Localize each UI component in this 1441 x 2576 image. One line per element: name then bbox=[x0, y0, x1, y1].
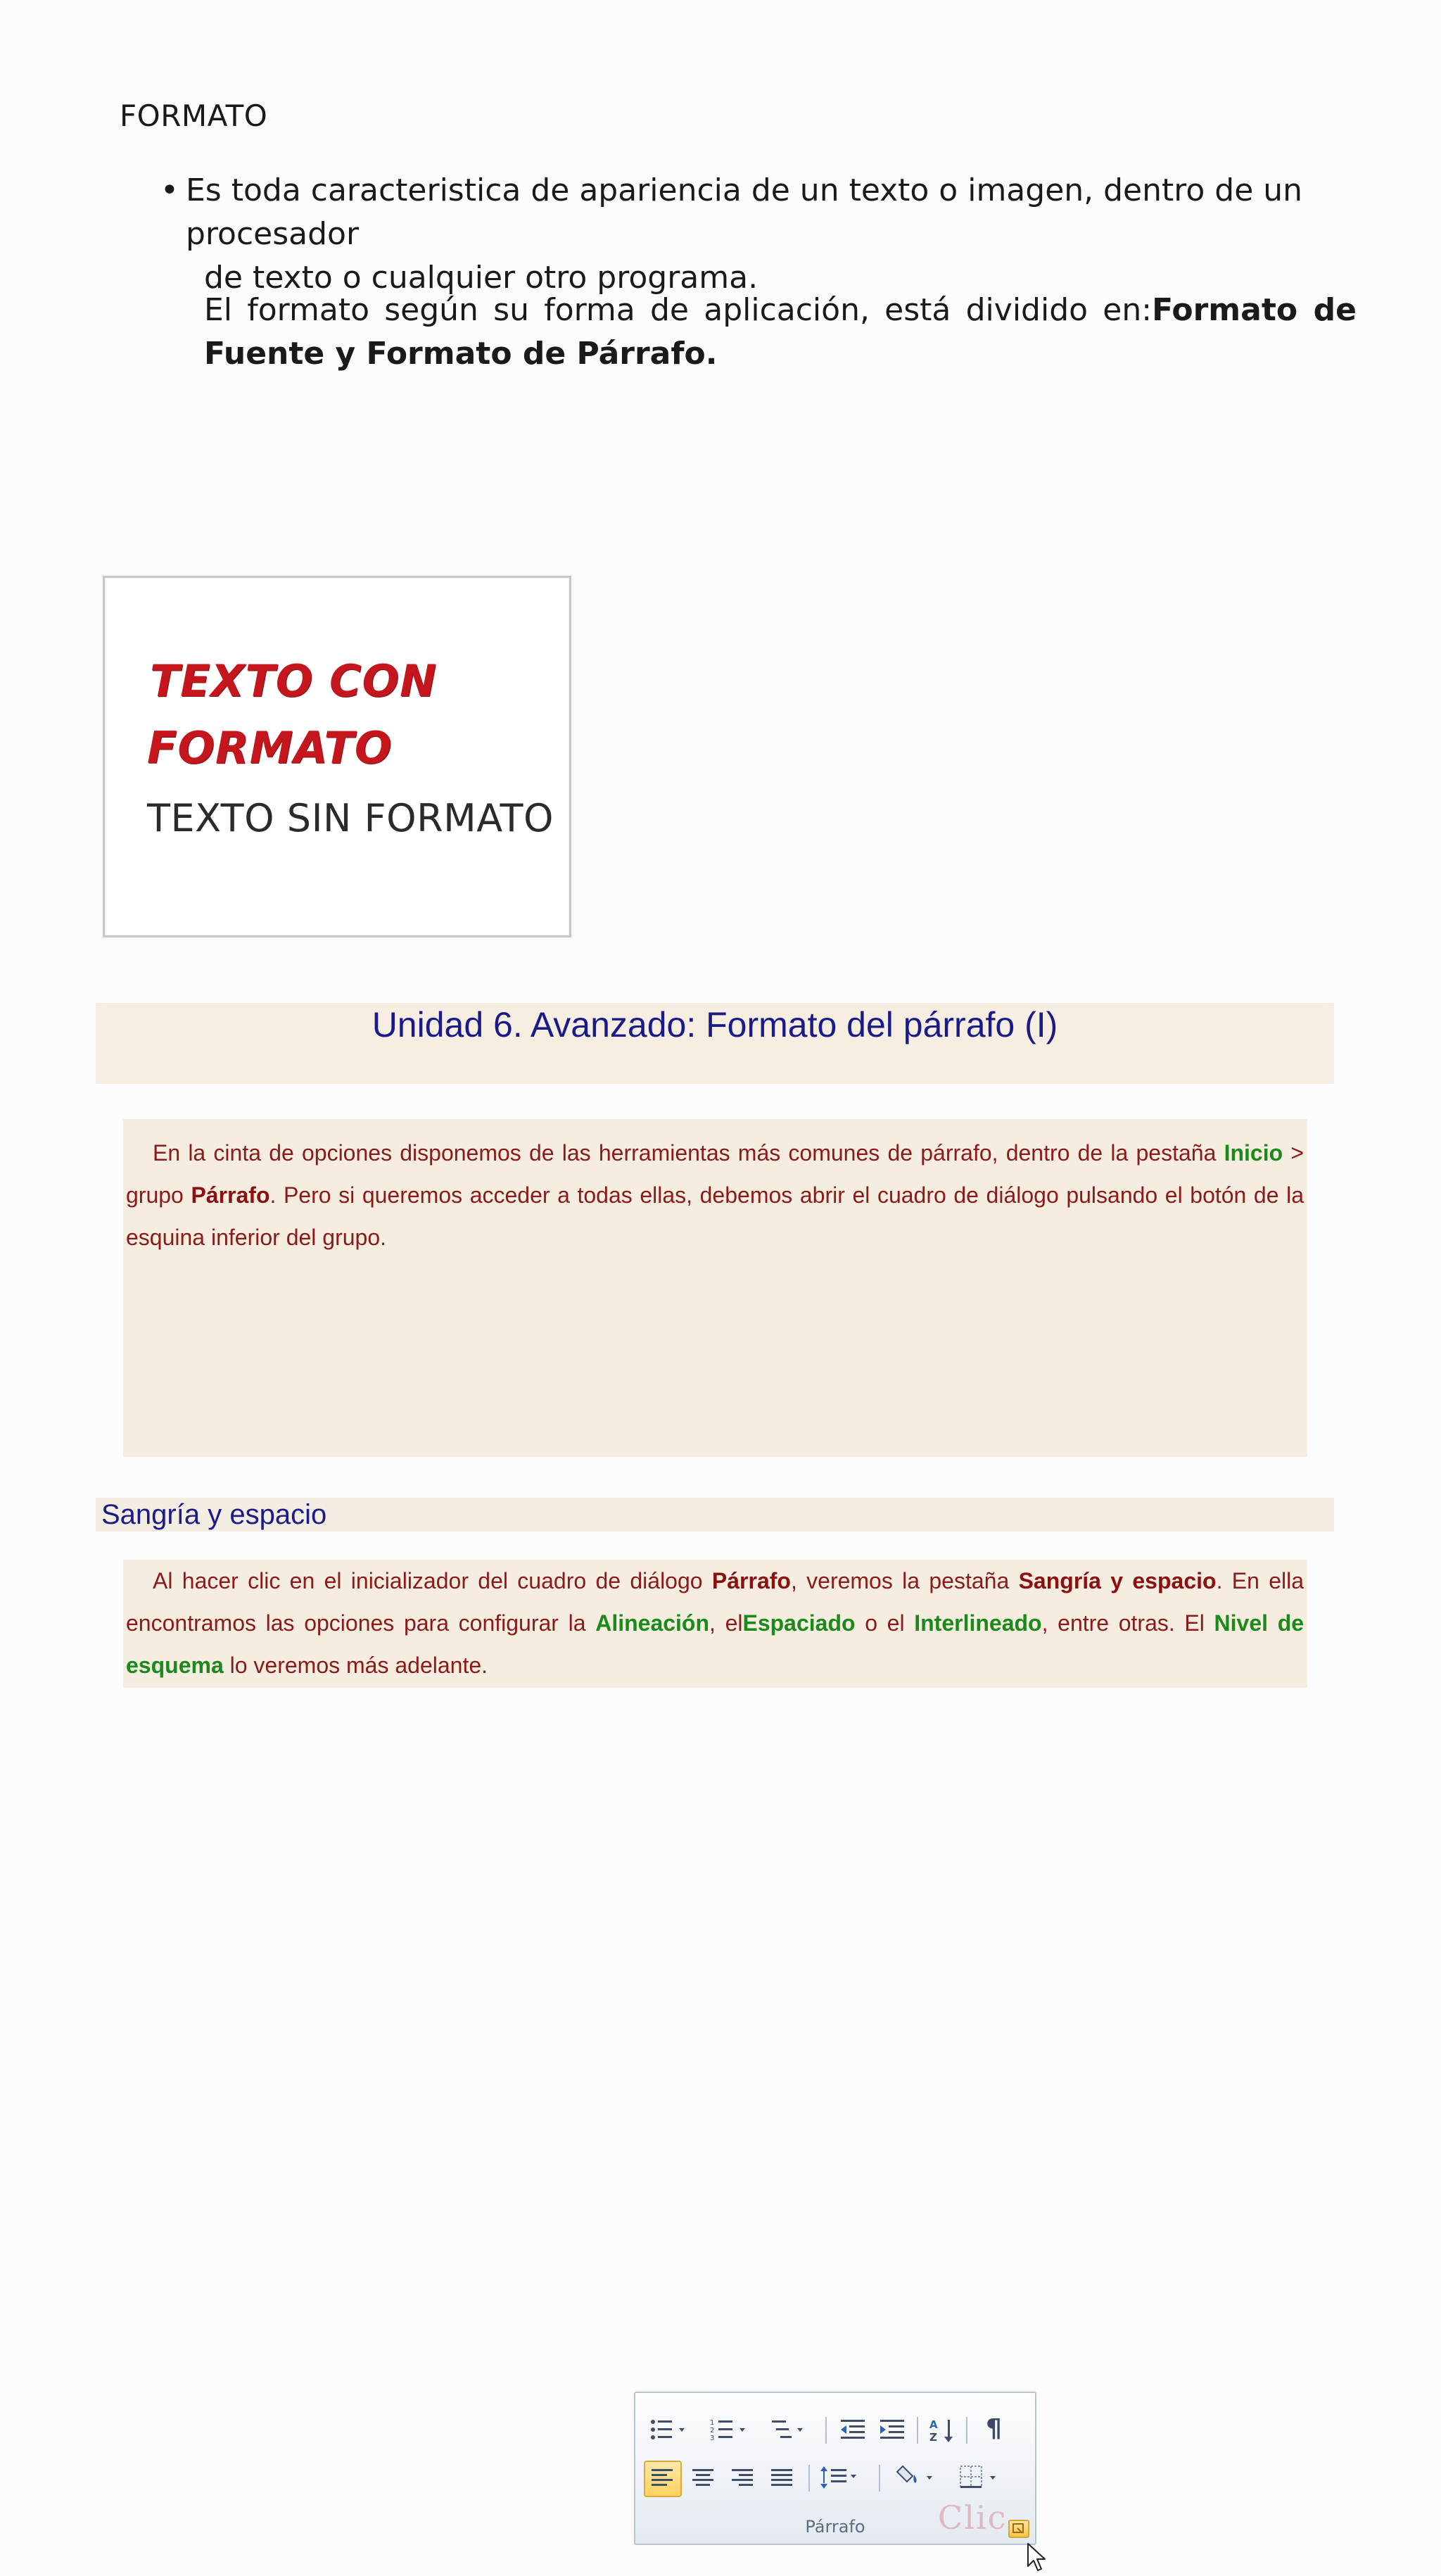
parrafo-keyword: Párrafo bbox=[711, 1568, 791, 1593]
numbering-icon[interactable] bbox=[710, 2418, 734, 2442]
shading-icon[interactable] bbox=[896, 2462, 920, 2483]
separator bbox=[808, 2465, 810, 2492]
align-center-icon[interactable] bbox=[690, 2466, 714, 2487]
format-types-paragraph bbox=[204, 289, 1357, 376]
section-text-part: , veremos la pestaña bbox=[790, 1568, 1019, 1593]
paragraph-lead: El formato según su forma de aplicación, está dividido en: bbox=[204, 292, 1153, 328]
page-heading: FORMATO bbox=[120, 99, 268, 133]
format-example-image bbox=[103, 576, 571, 937]
unit-banner bbox=[96, 1003, 1334, 1084]
parrafo-keyword: Párrafo bbox=[191, 1182, 270, 1208]
svg-text:Z: Z bbox=[929, 2431, 937, 2444]
separator bbox=[966, 2417, 967, 2444]
nivel-esquema-keyword: Nivel de esquema bbox=[126, 1610, 1304, 1678]
alineacion-keyword: Alineación bbox=[595, 1610, 710, 1636]
mouse-cursor-icon bbox=[1027, 2542, 1048, 2573]
unformatted-text: TEXTO SIN FORMATO bbox=[147, 796, 554, 840]
svg-text:2: 2 bbox=[710, 2427, 715, 2435]
line-spacing-icon[interactable] bbox=[820, 2463, 844, 2485]
bullet-text bbox=[186, 169, 1357, 300]
section-box bbox=[123, 1560, 1307, 1688]
svg-text:1: 1 bbox=[710, 2419, 715, 2427]
intro-text-part: . Pero si queremos acceder a todas ellas, debemos abrir el cuadro de diálogo pulsando el botón de la esquina inferior del grupo. bbox=[126, 1182, 1304, 1250]
separator bbox=[917, 2417, 918, 2444]
section-text-part: lo veremos más adelante. bbox=[223, 1653, 488, 1678]
intro-text bbox=[126, 1132, 1304, 1258]
paragraph-bold: Formato de Fuente y Formato de Párrafo. bbox=[204, 292, 1357, 372]
section-title: Sangría y espacio bbox=[101, 1499, 327, 1530]
bullet-line-2: de texto o cualquier otro programa. bbox=[204, 260, 758, 296]
justify-icon[interactable] bbox=[769, 2466, 793, 2487]
decrease-indent-icon[interactable] bbox=[839, 2418, 863, 2439]
align-right-icon[interactable] bbox=[730, 2466, 754, 2487]
espaciado-keyword: Espaciado bbox=[742, 1610, 856, 1636]
borders-icon[interactable] bbox=[959, 2463, 983, 2485]
paragraph-ribbon-group bbox=[634, 2392, 1036, 2545]
sort-icon[interactable] bbox=[929, 2417, 953, 2444]
multilevel-list-icon[interactable] bbox=[770, 2418, 794, 2439]
increase-indent-icon[interactable] bbox=[879, 2418, 903, 2439]
svg-text:3: 3 bbox=[710, 2435, 715, 2442]
section-text-part: Al hacer clic en el inicializador del cuadro de diálogo bbox=[153, 1568, 712, 1593]
svg-text:A: A bbox=[929, 2418, 938, 2431]
aulaclic-watermark: Clic bbox=[938, 2499, 1008, 2537]
separator bbox=[879, 2465, 880, 2492]
section-text-part: , entre otras. El bbox=[1041, 1610, 1214, 1636]
section-text-part: , el bbox=[709, 1610, 743, 1636]
section-text-part: . En ella encontramos las opciones para configurar la bbox=[126, 1568, 1304, 1636]
bullets-icon[interactable] bbox=[649, 2418, 673, 2439]
intro-text-part: > grupo bbox=[126, 1140, 1304, 1208]
section-text bbox=[126, 1560, 1304, 1686]
paragraph-group-label: Párrafo bbox=[805, 2517, 865, 2537]
sangria-keyword: Sangría y espacio bbox=[1018, 1568, 1217, 1593]
intro-text-part: En la cinta de opciones disponemos de las herramientas más comunes de párrafo, dentro de la pestaña bbox=[153, 1140, 1224, 1166]
formatted-text-line-1: TEXTO CON bbox=[150, 655, 438, 707]
bullet-dot-icon: • bbox=[160, 172, 179, 208]
bullet-line-1: Es toda caracteristica de apariencia de un texto o imagen, dentro de un procesador bbox=[186, 172, 1303, 252]
unit-title: Unidad 6. Avanzado: Formato del párrafo (I) bbox=[372, 1005, 1058, 1044]
dialog-launcher-button[interactable] bbox=[1008, 2520, 1029, 2538]
formatted-text-line-2: FORMATO bbox=[147, 722, 393, 774]
separator bbox=[825, 2417, 827, 2444]
align-left-button[interactable] bbox=[644, 2461, 682, 2497]
section-text-part: o el bbox=[855, 1610, 915, 1636]
interlineado-keyword: Interlineado bbox=[914, 1610, 1042, 1636]
show-formatting-icon[interactable]: ¶ bbox=[986, 2414, 1002, 2443]
section-header bbox=[96, 1498, 1334, 1532]
inicio-keyword: Inicio bbox=[1224, 1140, 1283, 1166]
